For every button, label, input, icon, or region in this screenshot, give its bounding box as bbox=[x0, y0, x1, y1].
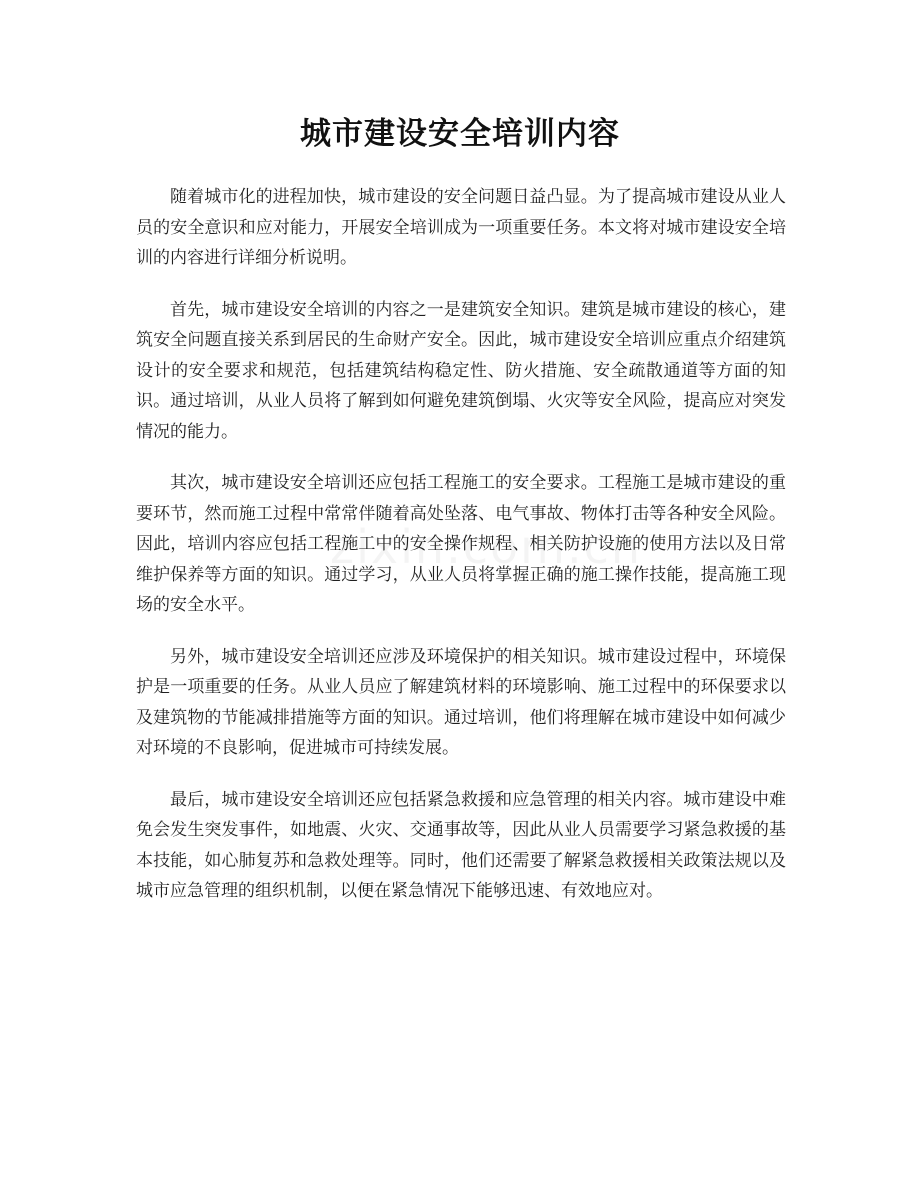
paragraph-environment: 另外，城市建设安全培训还应涉及环境保护的相关知识。城市建设过程中，环境保护是一项重要的任务。从业人员应了解建筑材料的环境影响、施工过程中的环保要求以及建筑物的节能减排措施等方面的知识。通过培训，他们将理解在城市建设中如何减少对环境的不良影响，促进城市可持续发展。 bbox=[136, 646, 786, 758]
paragraph-intro: 随着城市化的进程加快，城市建设的安全问题日益凸显。为了提高城市建设从业人员的安全意识和应对能力，开展安全培训成为一项重要任务。本文将对城市建设安全培训的内容进行详细分析说明。 bbox=[136, 187, 786, 268]
paragraph-emergency: 最后，城市建设安全培训还应包括紧急救援和应急管理的相关内容。城市建设中难免会发生突发事件，如地震、火灾、交通事故等，因此从业人员需要学习紧急救援的基本技能，如心肺复苏和急救处理等。同时，他们还需要了解紧急救援相关政策法规以及城市应急管理的组织机制，以便在紧急情况下能够迅速、有效地应对。 bbox=[136, 789, 786, 901]
document-body bbox=[136, 182, 786, 928]
paragraph-construction-safety: 其次，城市建设安全培训还应包括工程施工的安全要求。工程施工是城市建设的重要环节，然而施工过程中常常伴随着高处坠落、电气事故、物体打击等各种安全风险。因此，培训内容应包括工程施工中的安全操作规程、相关防护设施的使用方法以及日常维护保养等方面的知识。通过学习，从业人员将掌握正确的施工操作技能，提高施工现场的安全水平。 bbox=[136, 473, 786, 615]
document-title: 城市建设安全培训内容 bbox=[300, 116, 620, 152]
paragraph-building-safety: 首先，城市建设安全培训的内容之一是建筑安全知识。建筑是城市建设的核心，建筑安全问题直接关系到居民的生命财产安全。因此，城市建设安全培训应重点介绍建筑设计的安全要求和规范，包括建筑结构稳定性、防火措施、安全疏散通道等方面的知识。通过培训，从业人员将了解到如何避免建筑倒塌、火灾等安全风险，提高应对突发情况的能力。 bbox=[136, 299, 786, 442]
